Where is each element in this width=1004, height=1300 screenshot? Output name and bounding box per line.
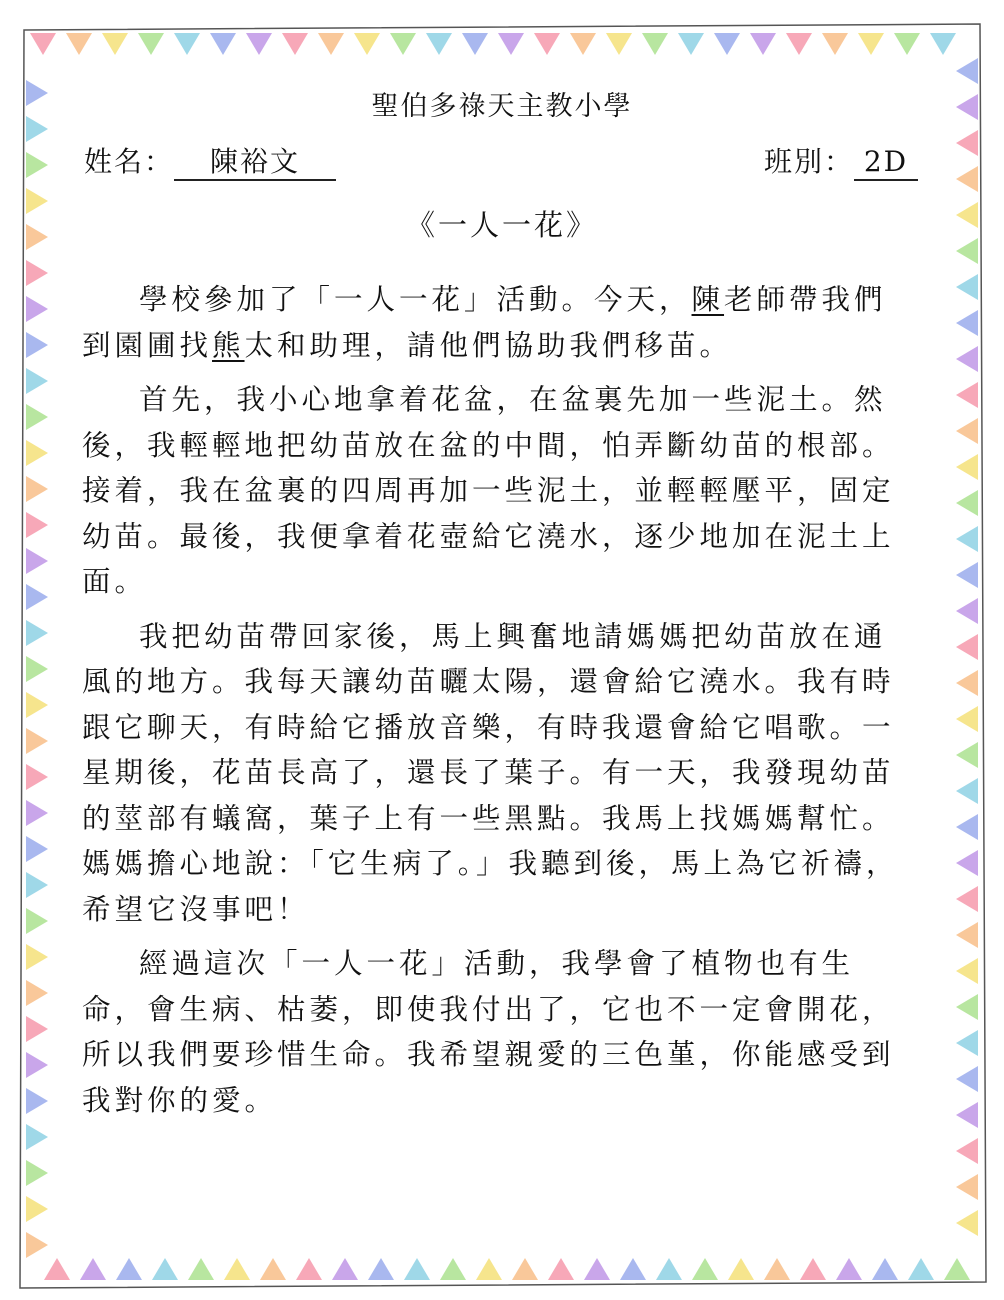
paragraph [82, 614, 912, 933]
class-label: 班別： [763, 145, 854, 178]
text-segment: 太和助理，請他們協助我們移苗。 [244, 328, 733, 362]
student-name: 陳裕文 [174, 145, 336, 181]
underlined-name: 熊 [212, 328, 245, 362]
school-name: 聖伯多祿天主教小學 [371, 91, 633, 122]
paragraph [82, 277, 912, 368]
underlined-name: 陳 [691, 283, 725, 316]
paragraph [82, 941, 912, 1123]
text-segment: 老師帶我們到園圃找 [82, 283, 887, 362]
essay-body [82, 277, 912, 1132]
text-segment: 經過這次「一人一花」活動，我學會了植物也有生命，會生病、枯萎，即使我付出了，它也不一定會開花，所以我們要珍惜生命。我希望親愛的三色堇，你能感受到我對你的愛。 [82, 947, 895, 1117]
paragraph [82, 377, 912, 605]
essay-title: 《一人一花》 [405, 208, 598, 242]
name-row [84, 140, 336, 181]
class-row [764, 140, 918, 181]
text-segment: 我把幼苗帶回家後，馬上興奮地請媽媽把幼苗放在通風的地方。我每天讓幼苗曬太陽，還會給它澆水。我有時跟它聊天，有時給它播放音樂，有時我還會給它唱歌。一星期後，花苗長高了，還長了葉子。有一天，我發現幼苗的莖部有蟻窩，葉子上有一些黑點。我馬上找媽媽幫忙。媽媽擔心地說：「它生病了。」我聽到後，馬上為它祈禱，希望它沒事吧！ [82, 619, 899, 926]
class-value: 2D [854, 145, 918, 181]
text-segment: 首先，我小心地拿着花盆，在盆裏先加一些泥土。然後，我輕輕地把幼苗放在盆的中間，怕弄斷幼苗的根部。接着，我在盆裏的四周再加一些泥土，並輕輕壓平，固定幼苗。最後，我便拿着花壺給它澆水，逐少地加在泥土上面。 [82, 383, 895, 598]
text-segment: 學校參加了「一人一花」活動。今天， [139, 283, 692, 316]
name-label: 姓名： [84, 145, 175, 178]
